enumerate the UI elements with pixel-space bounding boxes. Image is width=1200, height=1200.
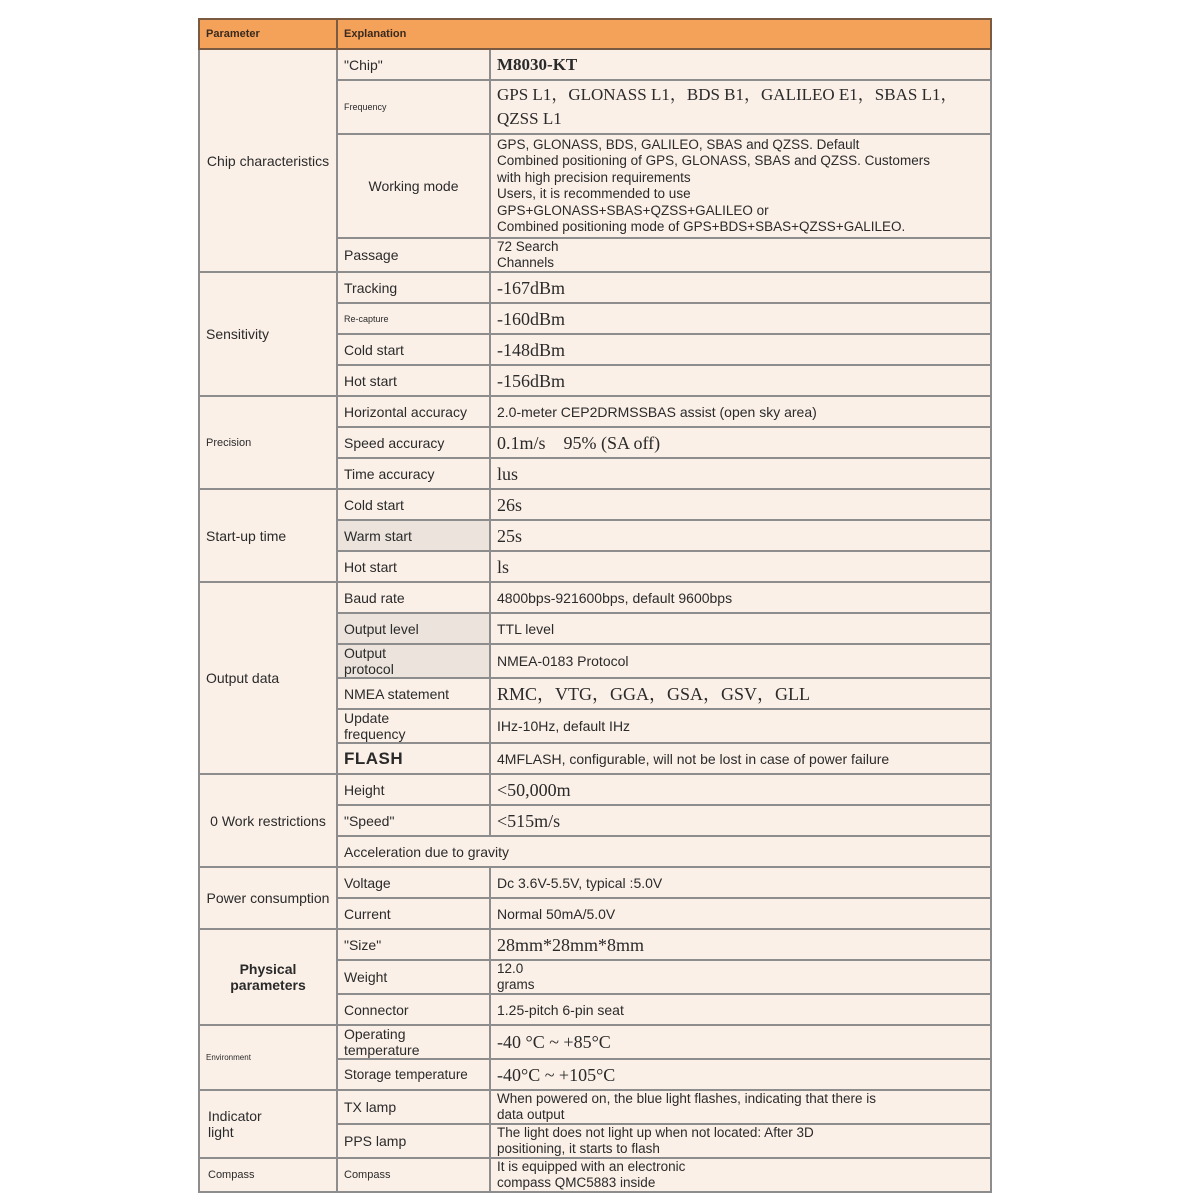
working-mode-line: GPS, GLONASS, BDS, GALILEO, SBAS and QZSS. Default	[497, 136, 860, 152]
table-row	[199, 272, 991, 303]
row-label-tx-lamp: TX lamp	[337, 1090, 490, 1124]
row-value-output-level: TTL level	[490, 613, 991, 644]
row-value-cold-start: -148dBm	[490, 334, 991, 365]
spec-table	[198, 18, 992, 1193]
row-value-working-mode	[490, 134, 991, 238]
row-value-weight: 12.0 grams	[490, 960, 991, 994]
row-label-tracking: Tracking	[337, 272, 490, 303]
table-row	[199, 774, 991, 805]
row-value-height: <50,000m	[490, 774, 991, 805]
row-label-speed: "Speed"	[337, 805, 490, 836]
row-value-compass: It is equipped with an electronic compass QMC5883 inside	[490, 1158, 991, 1192]
row-value-frequency: GPS L1，GLONASS L1，BDS B1，GALILEO E1，SBAS L1，QZSS L1	[490, 80, 991, 134]
row-label-voltage: Voltage	[337, 867, 490, 898]
row-label-nmea-statement: NMEA statement	[337, 678, 490, 709]
row-value-operating-temperature: -40 °C ~ +85°C	[490, 1025, 991, 1059]
table-row	[199, 582, 991, 613]
group-work-restrictions: 0 Work restrictions	[199, 774, 337, 867]
group-compass: Compass	[199, 1158, 337, 1192]
row-value-speed-accuracy: 0.1m/s 95% (SA off)	[490, 427, 991, 458]
row-label-horizontal-accuracy: Horizontal accuracy	[337, 396, 490, 427]
row-value-output-protocol: NMEA-0183 Protocol	[490, 644, 991, 678]
header-row	[199, 19, 991, 49]
table-row	[199, 1158, 991, 1192]
row-label-size: "Size"	[337, 929, 490, 960]
group-precision: Precision	[199, 396, 337, 489]
row-label-passage: Passage	[337, 238, 490, 272]
table-row	[199, 1090, 991, 1124]
row-value-speed: <515m/s	[490, 805, 991, 836]
row-label-pps-lamp: PPS lamp	[337, 1124, 490, 1158]
row-value-chip: M8030-KT	[490, 49, 991, 80]
working-mode-line: GPS+GLONASS+SBAS+QZSS+GALILEO or	[497, 202, 769, 218]
row-value-storage-temperature: -40°C ~ +105°C	[490, 1059, 991, 1090]
group-physical-parameters: Physical parameters	[199, 929, 337, 1025]
row-value-re-capture: -160dBm	[490, 303, 991, 334]
table-row	[199, 867, 991, 898]
header-parameter: Parameter	[199, 19, 337, 49]
row-value-time-accuracy: lus	[490, 458, 991, 489]
row-value-voltage: Dc 3.6V-5.5V, typical :5.0V	[490, 867, 991, 898]
row-label-re-capture: Re-capture	[337, 303, 490, 334]
row-label-connector: Connector	[337, 994, 490, 1025]
row-label-warm-start: Warm start	[337, 520, 490, 551]
row-label-current: Current	[337, 898, 490, 929]
row-label-output-level: Output level	[337, 613, 490, 644]
table-row	[199, 396, 991, 427]
row-value-cold-start-time: 26s	[490, 489, 991, 520]
row-label-frequency: Frequency	[337, 80, 490, 134]
row-label-time-accuracy: Time accuracy	[337, 458, 490, 489]
row-value-connector: 1.25-pitch 6-pin seat	[490, 994, 991, 1025]
row-value-nmea-statement: RMC，VTG，GGA，GSA，GSV，GLL	[490, 678, 991, 709]
row-value-current: Normal 50mA/5.0V	[490, 898, 991, 929]
row-value-passage: 72 Search Channels	[490, 238, 991, 272]
row-label-hot-start: Hot start	[337, 365, 490, 396]
row-label-chip: "Chip"	[337, 49, 490, 80]
row-value-tracking: -167dBm	[490, 272, 991, 303]
row-label-operating-temperature: Operating temperature	[337, 1025, 490, 1059]
row-label-cold-start: Cold start	[337, 334, 490, 365]
row-value-flash: 4MFLASH, configurable, will not be lost in case of power failure	[490, 743, 991, 774]
row-value-horizontal-accuracy: 2.0-meter CEP2DRMSSBAS assist (open sky area)	[490, 396, 991, 427]
row-value-hot-start: -156dBm	[490, 365, 991, 396]
row-label-hot-start-time: Hot start	[337, 551, 490, 582]
row-value-warm-start: 25s	[490, 520, 991, 551]
row-label-weight: Weight	[337, 960, 490, 994]
working-mode-line: Combined positioning of GPS, GLONASS, SBAS and QZSS. Customers	[497, 153, 930, 168]
working-mode-line: Users, it is recommended to use	[497, 186, 691, 201]
group-chip-characteristics: Chip characteristics	[199, 49, 337, 272]
header-explanation: Explanation	[337, 19, 991, 49]
row-value-size: 28mm*28mm*8mm	[490, 929, 991, 960]
row-label-height: Height	[337, 774, 490, 805]
row-label-update-frequency: Update frequency	[337, 709, 490, 743]
row-label-output-protocol: Output protocol	[337, 644, 490, 678]
group-output-data: Output data	[199, 582, 337, 774]
table-row	[199, 929, 991, 960]
table-row	[199, 49, 991, 80]
row-label-storage-temperature: Storage temperature	[337, 1059, 490, 1090]
group-sensitivity: Sensitivity	[199, 272, 337, 396]
row-label-working-mode: Working mode	[337, 134, 490, 238]
group-environment: Environment	[199, 1025, 337, 1090]
row-value-baud-rate: 4800bps-921600bps, default 9600bps	[490, 582, 991, 613]
group-power-consumption: Power consumption	[199, 867, 337, 929]
row-label-speed-accuracy: Speed accuracy	[337, 427, 490, 458]
working-mode-line: with high precision requirements	[497, 169, 691, 185]
row-value-hot-start-time: ls	[490, 551, 991, 582]
group-start-up-time: Start-up time	[199, 489, 337, 582]
group-indicator-light: Indicator light	[199, 1090, 337, 1158]
row-label-flash: FLASH	[337, 743, 490, 774]
row-label-baud-rate: Baud rate	[337, 582, 490, 613]
row-value-tx-lamp: When powered on, the blue light flashes, indicating that there is data output	[490, 1090, 991, 1124]
row-label-compass: Compass	[337, 1158, 490, 1192]
row-value-update-frequency: IHz-10Hz, default IHz	[490, 709, 991, 743]
row-value-pps-lamp: The light does not light up when not located: After 3D positioning, it starts to flash	[490, 1124, 991, 1158]
table-row	[199, 489, 991, 520]
row-label-cold-start-time: Cold start	[337, 489, 490, 520]
working-mode-line: Combined positioning mode of GPS+BDS+SBAS+QZSS+GALILEO.	[497, 219, 906, 234]
row-label-acceleration-due-to-gravity: Acceleration due to gravity	[337, 836, 991, 867]
table-row	[199, 1025, 991, 1059]
